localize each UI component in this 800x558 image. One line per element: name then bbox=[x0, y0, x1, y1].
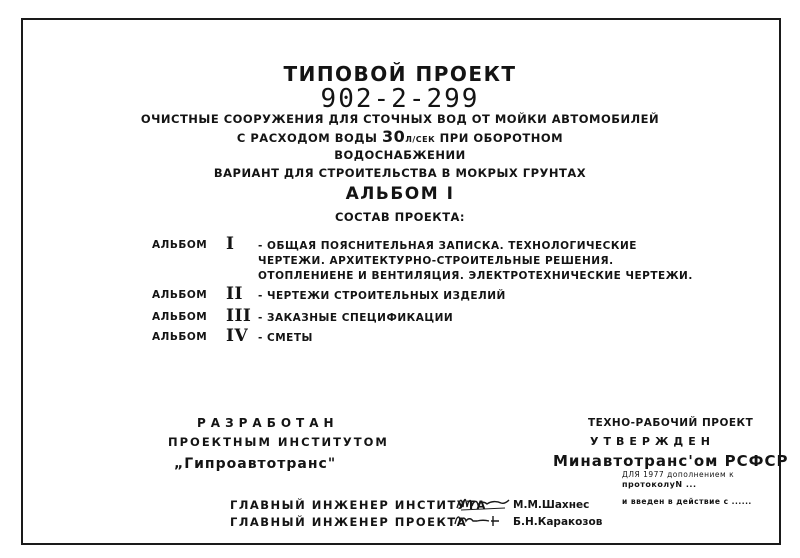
album-1-line-1: - ОБЩАЯ ПОЯСНИТЕЛЬНАЯ ЗАПИСКА. ТЕХНОЛОГИЧЕСКИЕ bbox=[258, 240, 637, 252]
album-1-number: I bbox=[226, 234, 235, 254]
album-3-description: - ЗАКАЗНЫЕ СПЕЦИФИКАЦИИ bbox=[258, 312, 454, 324]
flow-rate-unit: Л/СЕК bbox=[405, 135, 436, 144]
composition-heading: СОСТАВ ПРОЕКТА: bbox=[334, 210, 466, 224]
album-4-label: АЛЬБОМ bbox=[152, 331, 208, 343]
chief-engineer-project-role: ГЛАВНЫЙ ИНЖЕНЕР ПРОЕКТА bbox=[230, 515, 468, 529]
approval-protocol: протоколуN ... bbox=[622, 480, 697, 489]
album-2-description: - ЧЕРТЕЖИ СТРОИТЕЛЬНЫХ ИЗДЕЛИЙ bbox=[258, 290, 506, 302]
project-type-title: ТИПОВОЙ ПРОЕКТ bbox=[283, 62, 517, 86]
album-4-number: IV bbox=[226, 326, 249, 346]
developed-by-label: РАЗРАБОТАН bbox=[197, 416, 339, 430]
album-2-number: II bbox=[226, 284, 243, 304]
chief-engineer-project-name: Б.Н.Каракозов bbox=[513, 516, 603, 528]
album-1-label: АЛЬБОМ bbox=[152, 239, 208, 251]
project-number: 902-2-299 bbox=[320, 84, 480, 114]
developer-institute-name: „Гипроавтотранс" bbox=[174, 456, 337, 472]
approval-effective-date: и введен в действие с ...... bbox=[622, 497, 752, 506]
album-4-description: - СМЕТЫ bbox=[258, 332, 313, 344]
album-2-label: АЛЬБОМ bbox=[152, 289, 208, 301]
album-3-number: III bbox=[226, 306, 252, 326]
album-1-line-3: ОТОПЛЕНИЕНЕ И ВЕНТИЛЯЦИЯ. ЭЛЕКТРОТЕХНИЧЕСКИЕ ЧЕРТЕЖИ. bbox=[258, 270, 693, 282]
album-1-description bbox=[258, 239, 693, 284]
subtitle-line-1: ОЧИСТНЫЕ СООРУЖЕНИЯ ДЛЯ СТОЧНЫХ ВОД ОТ МОЙКИ АВТОМОБИЛЕЙ bbox=[140, 112, 660, 126]
signature-2-image bbox=[453, 512, 503, 528]
album-3-label: АЛЬБОМ bbox=[152, 311, 208, 323]
subtitle-line-4: ВАРИАНТ ДЛЯ СТРОИТЕЛЬСТВА В МОКРЫХ ГРУНТАХ bbox=[213, 166, 587, 180]
approval-year-note: ДЛЯ 1977 дополнением к bbox=[622, 470, 735, 479]
approval-approved-label: УТВЕРЖДЕН bbox=[590, 435, 715, 448]
developer-institute-label: ПРОЕКТНЫМ ИНСТИТУТОМ bbox=[168, 435, 389, 449]
album-heading: АЛЬБОМ I bbox=[345, 184, 455, 204]
subtitle-line-2-pre: С РАСХОДОМ ВОДЫ bbox=[236, 131, 382, 145]
subtitle-line-3: ВОДОСНАБЖЕНИИ bbox=[334, 148, 466, 162]
signature-1-image bbox=[455, 494, 511, 512]
subtitle-line-2 bbox=[0, 127, 800, 146]
approval-authority: Минавтотранс'ом РСФСР bbox=[553, 452, 789, 470]
flow-rate-value: 30 bbox=[381, 127, 406, 146]
chief-engineer-institute-name: М.М.Шахнес bbox=[513, 499, 590, 511]
approval-project-type: ТЕХНО-РАБОЧИЙ ПРОЕКТ bbox=[588, 417, 754, 429]
album-1-line-2: ЧЕРТЕЖИ. АРХИТЕКТУРНО-СТРОИТЕЛЬНЫЕ РЕШЕНИЯ. bbox=[258, 255, 614, 267]
subtitle-line-2-post: ПРИ ОБОРОТНОМ bbox=[435, 131, 564, 145]
chief-engineer-institute-role: ГЛАВНЫЙ ИНЖЕНЕР ИНСТИТУТА bbox=[230, 498, 487, 512]
